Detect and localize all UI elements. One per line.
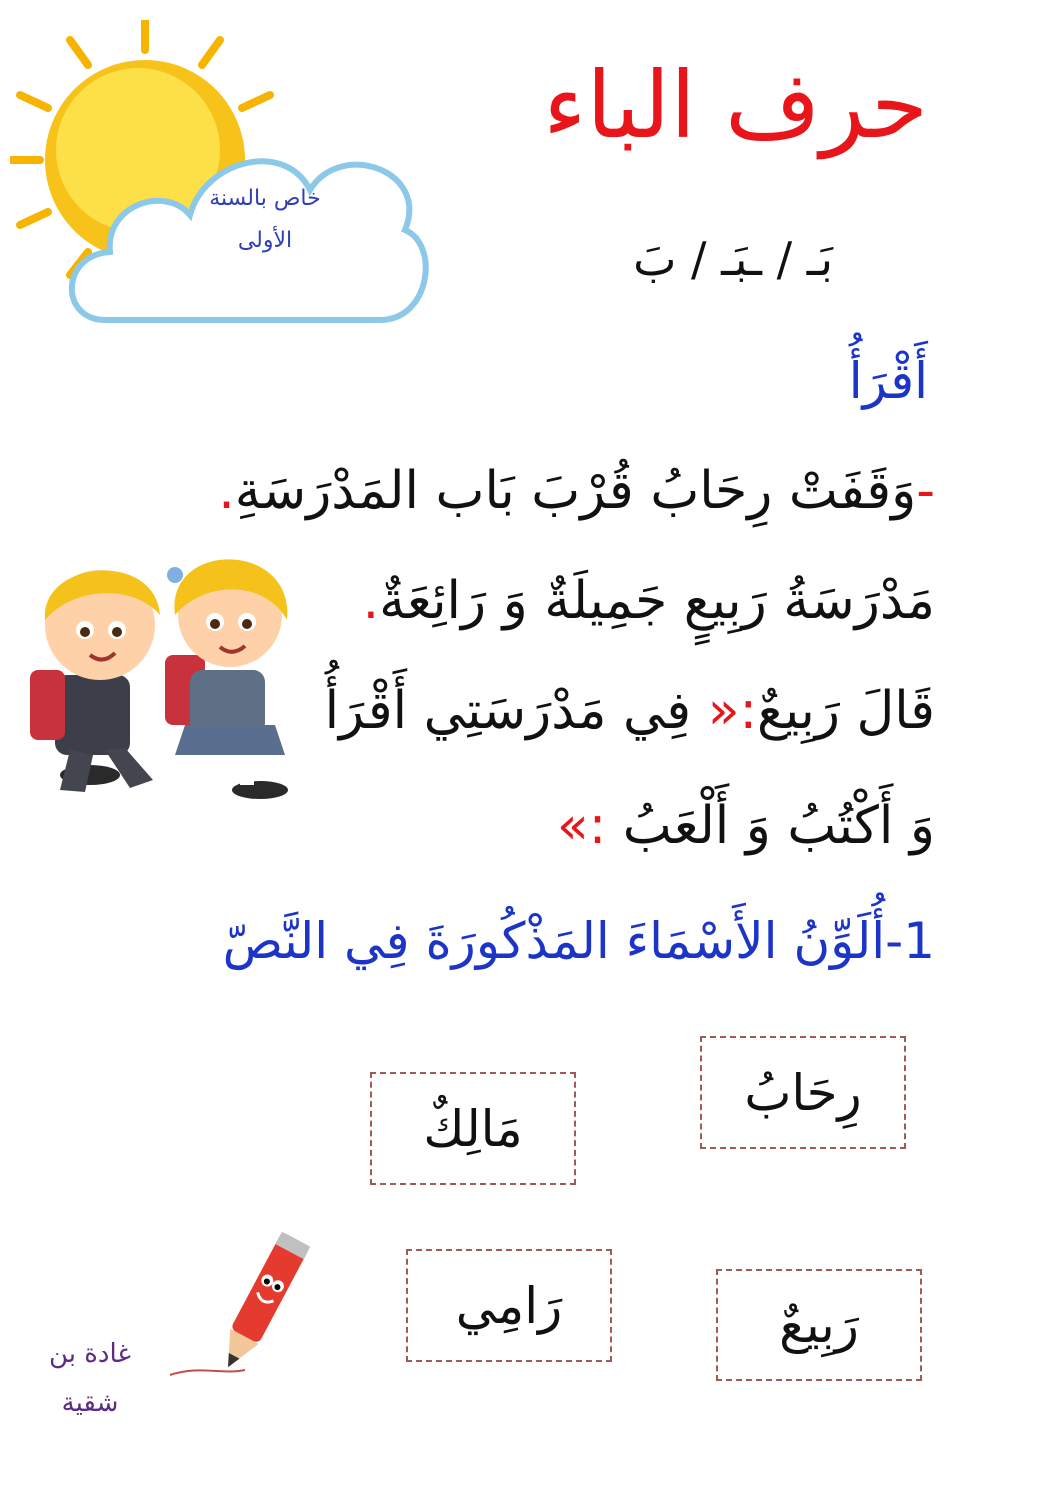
name-box-malik[interactable]	[370, 1072, 576, 1185]
grade-badge	[165, 178, 365, 262]
reading-line-1	[218, 460, 935, 522]
name-box-rihab[interactable]	[700, 1036, 906, 1149]
signature-line-2: شقية	[61, 1388, 119, 1419]
line-dash: -	[916, 461, 935, 521]
school-children-illustration	[15, 530, 315, 814]
name-box-rami[interactable]	[406, 1249, 612, 1362]
line-text: فِي مَدْرَسَتِي أَقْرَأُ	[324, 681, 708, 741]
name-label: رِحَابُ	[744, 1063, 862, 1122]
reading-line-4	[557, 795, 935, 857]
task-instruction: 1-أُلَوِّنُ الأَسْمَاءَ المَذْكُورَةَ فِي النَّصّ	[222, 912, 935, 970]
pencil-icon	[160, 1225, 310, 1385]
line-period: .	[218, 461, 235, 521]
name-label: رَامِي	[455, 1276, 563, 1335]
name-label: مَالِكٌ	[423, 1099, 523, 1158]
line-quote-close: :»	[556, 796, 607, 856]
page-title: حرف الباء	[543, 52, 928, 159]
reading-line-2	[363, 570, 935, 632]
letter-forms: بَـ / ـبَـ / بَ	[633, 232, 833, 286]
reading-line-3	[325, 680, 935, 742]
badge-line-2: الأولى	[237, 227, 293, 253]
line-text: مَدْرَسَةُ رَبِيعٍ جَمِيلَةٌ وَ رَائِعَةٌ	[379, 571, 935, 631]
line-text: وَ أَكْتُبُ وَ أَلْعَبُ	[622, 796, 935, 856]
line-quote-open: :«	[707, 681, 758, 741]
line-period: .	[362, 571, 380, 631]
pencil-illustration	[160, 1225, 310, 1389]
reading-heading: أَقْرَأُ	[848, 352, 928, 410]
author-signature	[25, 1330, 155, 1429]
signature-line-1: غادة بن	[48, 1339, 131, 1369]
name-box-rabie[interactable]	[716, 1269, 922, 1381]
children-walking-icon	[15, 530, 315, 810]
name-label: رَبِيعٌ	[779, 1296, 859, 1354]
line-text: قَالَ رَبِيعٌ	[757, 681, 935, 741]
badge-line-1: خاص بالسنة	[209, 186, 321, 211]
line-text: وَقَفَتْ رِحَابُ قُرْبَ بَاب المَدْرَسَةِ	[234, 461, 917, 521]
